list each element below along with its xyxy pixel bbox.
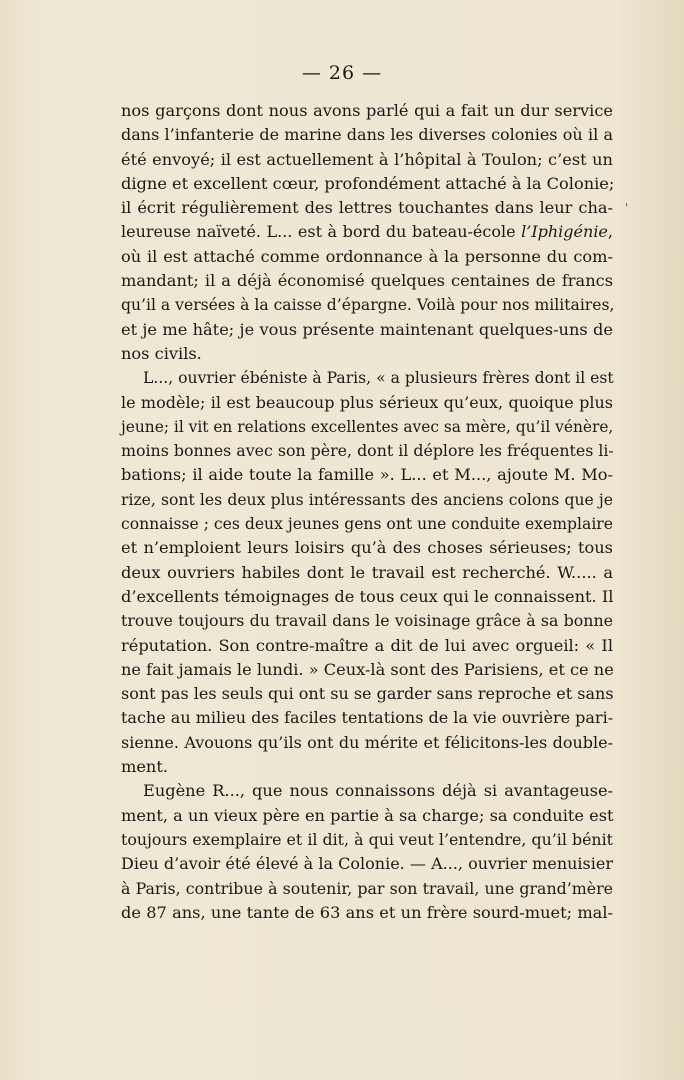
text-line: nos garçons dont nous avons parlé qui a fait un dur service — [121, 101, 613, 120]
text-line: ment. — [121, 757, 169, 777]
text-line: tache au milieu des faciles tentations de la vie ouvrière pari- — [121, 708, 614, 728]
text-line: rize, sont les deux plus intéressants des anciens colons que je — [121, 490, 613, 509]
margin-mark: ' — [625, 201, 629, 215]
text-line: Eugène R..., que nous connaissons déjà si avantageuse- — [143, 781, 613, 801]
text-line: ment, a un vieux père en partie à sa charge; sa conduite est — [121, 805, 614, 825]
text-line: sont pas les seuls qui ont su se garder sans reproche et sans — [121, 684, 614, 704]
text-line: mandant; il a déjà économisé quelques centaines de francs — [121, 271, 613, 291]
page-number: — 26 — — [301, 62, 383, 84]
text-line: jeune; il vit en relations excellentes avec sa mère, qu’il vénère, — [121, 417, 614, 436]
text-line: trouve toujours du travail dans le voisinage grâce à sa bonne — [121, 611, 613, 631]
text-line: il écrit régulièrement des lettres touchantes dans leur cha- — [121, 198, 613, 218]
text-line: où il est attaché comme ordonnance à la personne du com- — [121, 246, 613, 266]
text-line: et n’emploient leurs loisirs qu’à des choses sérieuses; tous — [121, 538, 613, 558]
text-line: Dieu d’avoir été élevé à la Colonie. — A..., ouvrier menuisier — [121, 854, 613, 874]
text-line: ne fait jamais le lundi. » Ceux-là sont des Parisiens, et ce ne — [121, 659, 614, 679]
text-line: sienne. Avouons qu’ils ont du mérite et félicitons-les double- — [121, 732, 613, 752]
text-line: connaisse ; ces deux jeunes gens ont une conduite exemplaire — [121, 515, 613, 534]
text-line: deux ouvriers habiles dont le travail est recherché. W..... a — [121, 562, 613, 582]
text-line: nos civils. — [121, 343, 202, 363]
text-line: été envoyé; il est actuellement à l’hôpital à Toulon; c’est un — [121, 149, 613, 169]
text-line: bations; il aide toute la famille ». L... et M..., ajoute M. Mo- — [121, 465, 613, 485]
text-line: moins bonnes avec son père, dont il déplore les fréquentes li- — [121, 441, 614, 461]
text-line: toujours exemplaire et il dit, à qui veut l’entendre, qu’il bénit — [121, 829, 613, 849]
text-line: et je me hâte; je vous présente maintenant quelques-uns de — [121, 319, 613, 339]
text-line: L..., ouvrier ébéniste à Paris, « a plusieurs frères dont il est — [143, 369, 614, 388]
text-line: de 87 ans, une tante de 63 ans et un frère sourd-muet; mal- — [121, 902, 613, 922]
body-text — [121, 99, 613, 925]
text-line: réputation. Son contre-maître a dit de lui avec orgueil: « Il — [121, 635, 613, 655]
text-line: d’excellents témoignages de tous ceux qui le connaissent. Il — [121, 586, 614, 606]
text-line: à Paris, contribue à soutenir, par son travail, une grand’mère — [121, 878, 613, 898]
text-line: dans l’infanterie de marine dans les diverses colonies où il a — [121, 125, 613, 145]
text-line: qu’il a versées à la caisse d’épargne. Voilà pour nos militaires, — [121, 296, 615, 315]
text-line: le modèle; il est beaucoup plus sérieux qu’eux, quoique plus — [121, 392, 613, 412]
text-line: leureuse naïveté. L... est à bord du bateau-école l’Iphigénie, — [121, 222, 613, 242]
ship-name: l’Iphigénie — [521, 222, 608, 242]
text-line: digne et excellent cœur, profondément attaché à la Colonie; — [121, 173, 615, 193]
